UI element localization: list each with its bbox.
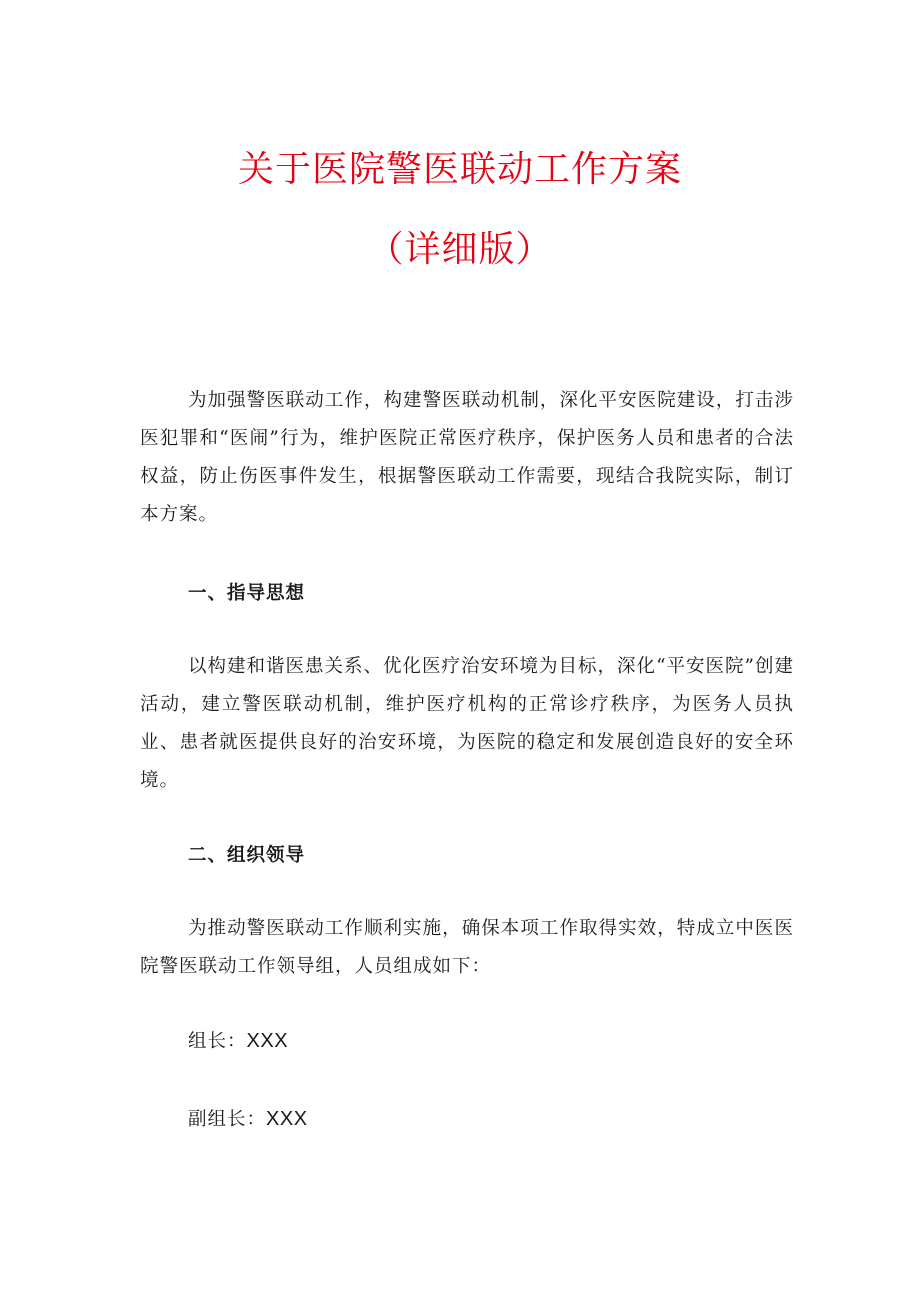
section-paragraph-guiding-ideology: 以构建和谐医患关系、优化医疗治安环境为目标，深化“平安医院”创建活动，建立警医联动机制，维护医疗机构的正常诊疗秩序，为医务人员执业、患者就医提供良好的治安环境，为医院的稳定和发展创造良好的安全环境。 <box>140 656 794 791</box>
document-title: 关于医院警医联动工作方案 <box>237 149 682 190</box>
intro-paragraph: 为加强警医联动工作，构建警医联动机制，深化平安医院建设，打击涉医犯罪和“医闹”行为，维护医院正常医疗秩序，保护医务人员和患者的合法权益，防止伤医事件发生，根据警医联动工作需要，现结合我院实际，制订本方案。 <box>140 390 794 525</box>
member-leader <box>188 1022 288 1061</box>
member-leader-label: 组长： <box>188 1031 247 1052</box>
section-paragraph-organization: 为推动警医联动工作顺利实施，确保本项工作取得实效，特成立中医医院警医联动工作领导组，人员组成如下： <box>140 918 794 977</box>
member-deputy-leader <box>188 1100 308 1139</box>
member-deputy-leader-value: XXX <box>266 1108 308 1130</box>
member-deputy-leader-label: 副组长： <box>188 1109 267 1130</box>
document-subtitle: （详细版） <box>367 229 553 270</box>
section-heading-guiding-ideology: 一、指导思想 <box>188 583 306 604</box>
member-leader-value: XXX <box>246 1030 289 1052</box>
section-heading-organization: 二、组织领导 <box>188 845 306 866</box>
